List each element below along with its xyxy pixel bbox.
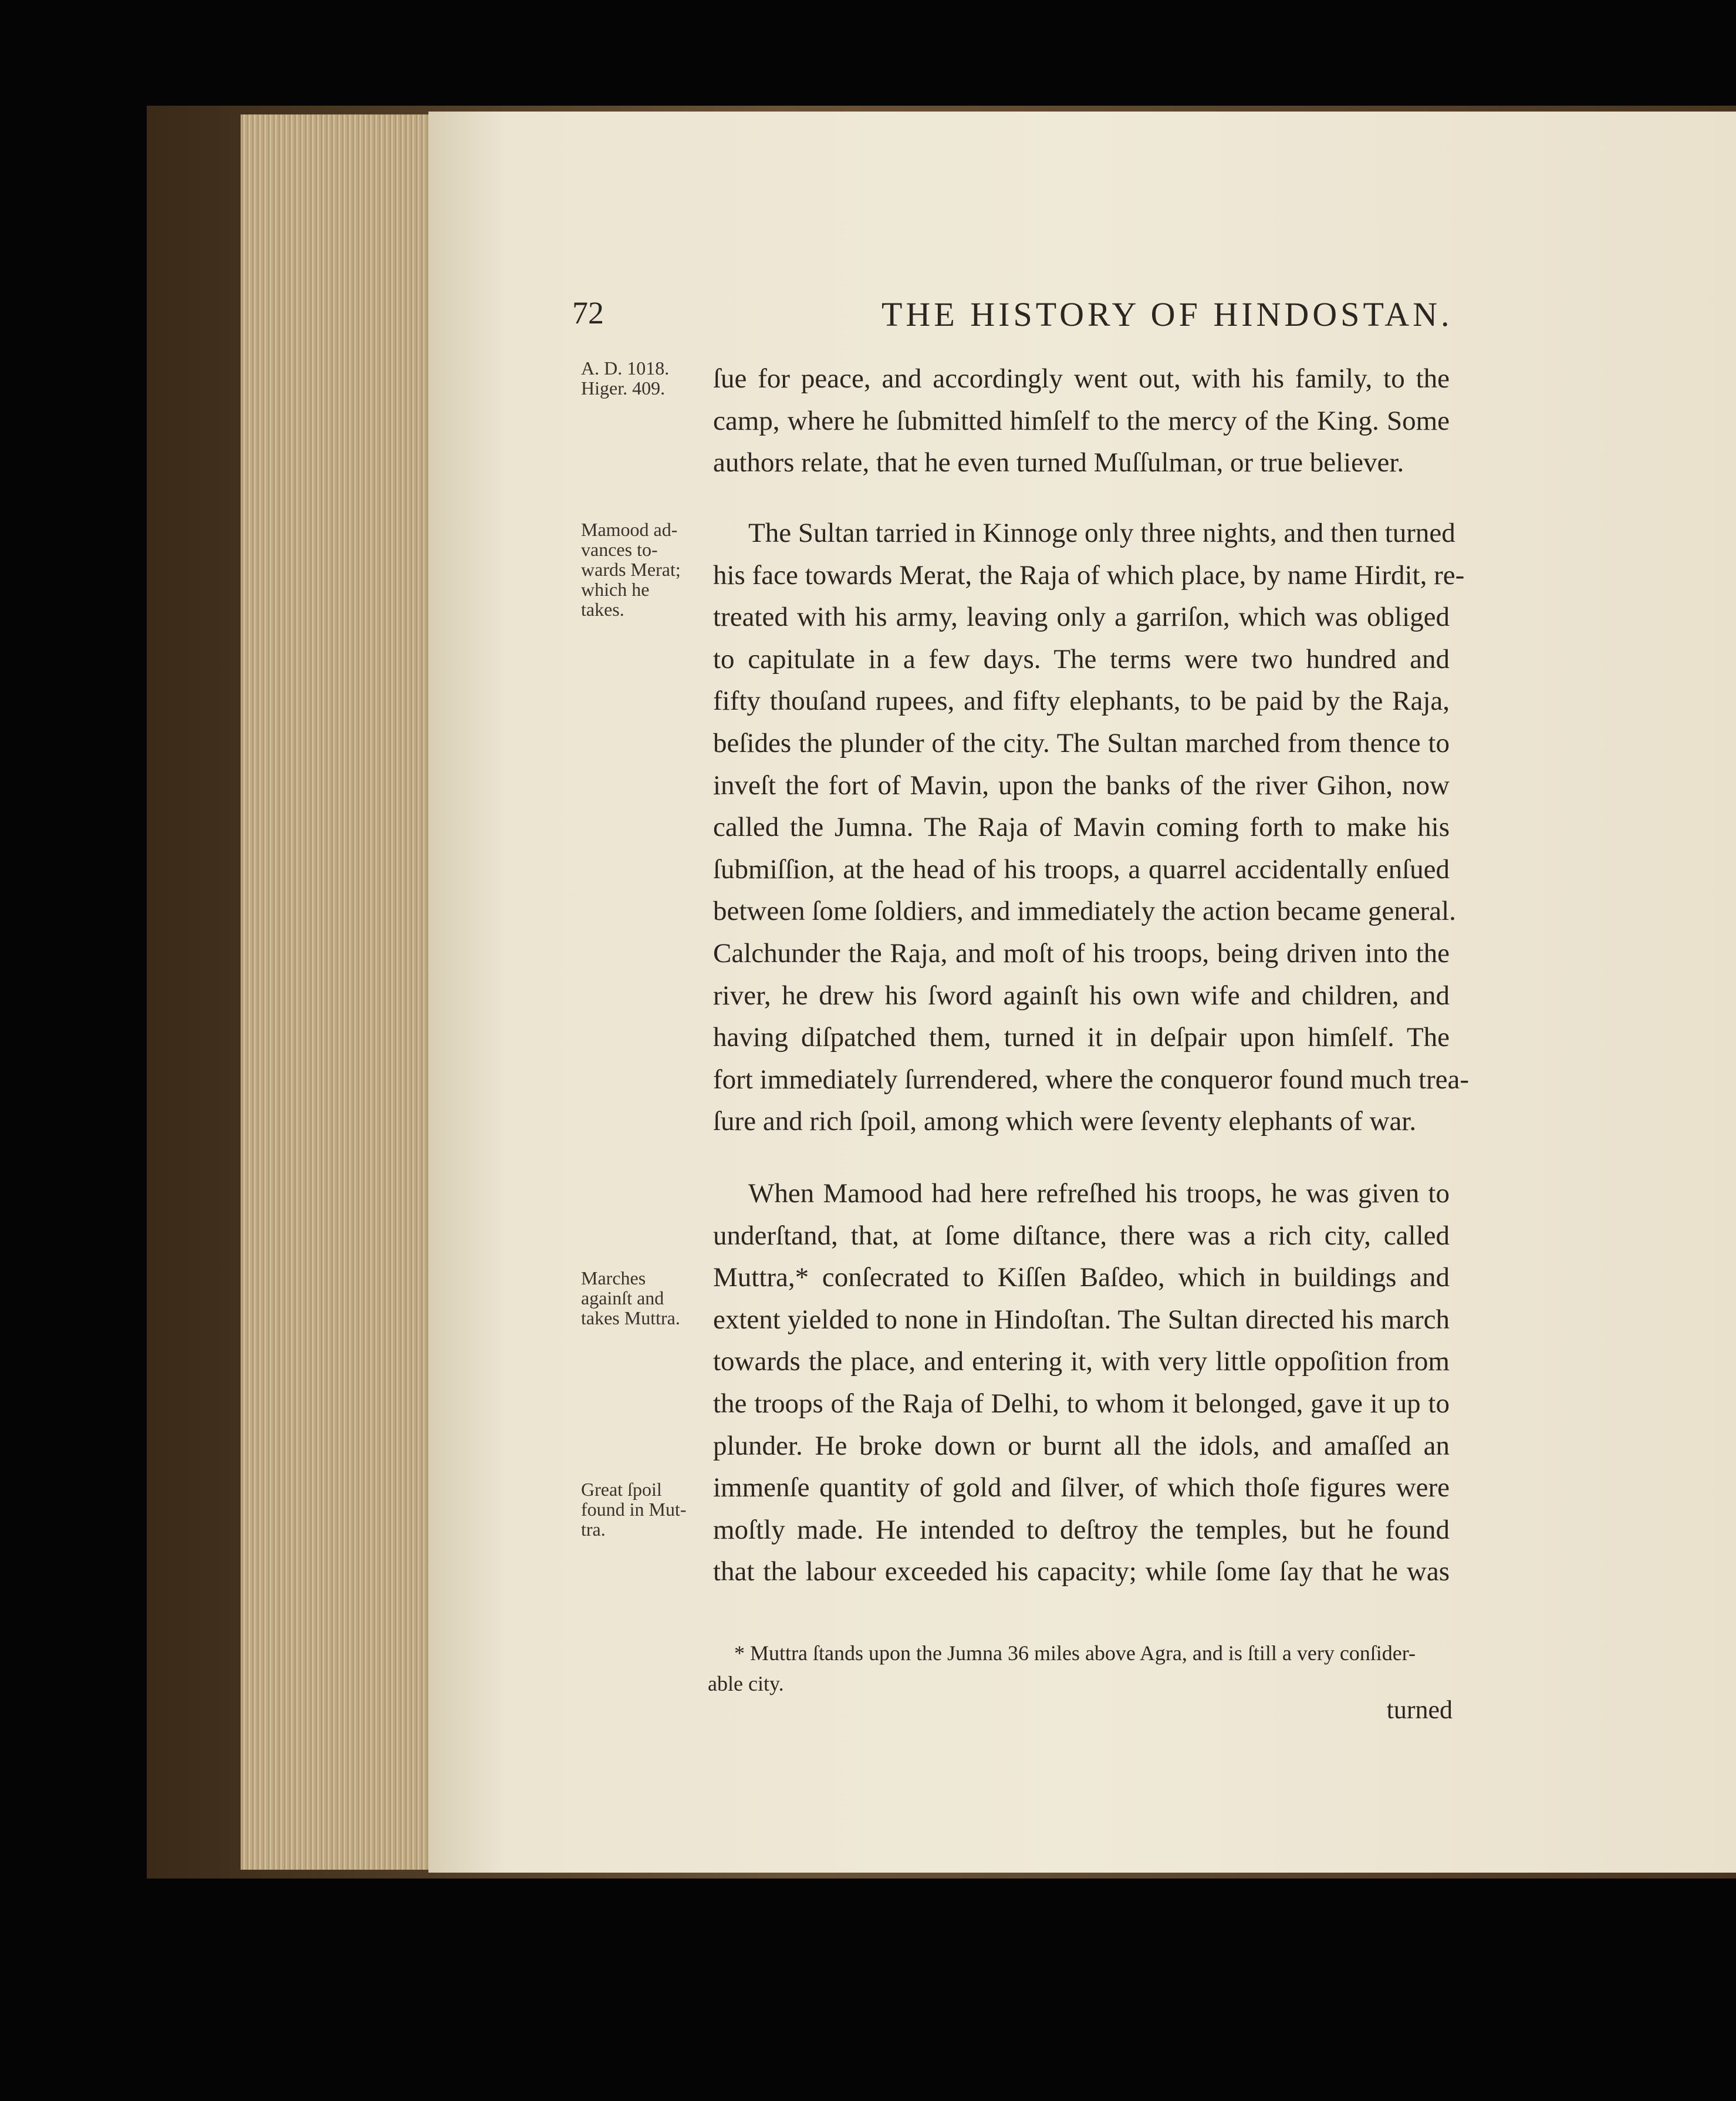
text-line: authors relate, that he even turned Muſſulman, or true believer. <box>713 447 1404 478</box>
text-line: underſtand, that, at ſome diſtance, there was a rich city, called <box>713 1220 1450 1251</box>
running-title: THE HISTORY OF HINDOSTAN. <box>881 295 1453 333</box>
text-line: inveſt the fort of Mavin, upon the banks of the river Gihon, now <box>713 770 1450 801</box>
margin-note-line: takes. <box>581 599 624 620</box>
margin-note-line: tra. <box>581 1519 606 1540</box>
text-line: moſtly made. He intended to deſtroy the temples, but he found <box>713 1514 1450 1545</box>
margin-note-line: takes Muttra. <box>581 1307 680 1328</box>
page-edges <box>241 114 428 1870</box>
text-line: beſides the plunder of the city. The Sultan marched from thence to <box>713 727 1450 758</box>
margin-note-date <box>581 358 722 398</box>
page-number: 72 <box>572 295 604 331</box>
margin-note-merat <box>581 520 722 619</box>
text-line: between ſome ſoldiers, and immediately the action became general. <box>713 896 1456 927</box>
margin-note-spoil <box>581 1479 722 1539</box>
margin-note-muttra <box>581 1268 722 1328</box>
text-line: having diſpatched them, turned it in deſpair upon himſelf. The <box>713 1022 1450 1053</box>
margin-note-line: Great ſpoil <box>581 1479 662 1500</box>
margin-note-line: wards Merat; <box>581 559 681 580</box>
paragraph-2 <box>713 512 1470 1143</box>
paragraph-3 <box>713 1173 1450 1593</box>
text-line: immenſe quantity of gold and ſilver, of which thoſe figures were <box>713 1472 1450 1503</box>
text-line: fort immediately ſurrendered, where the conqueror found much trea- <box>713 1064 1470 1095</box>
margin-note-line: againſt and <box>581 1287 664 1309</box>
text-line: that the labour exceeded his capacity; while ſome ſay that he was <box>713 1556 1450 1587</box>
catchword: turned <box>1386 1695 1453 1724</box>
text-line: ſure and rich ſpoil, among which were ſeventy elephants of war. <box>713 1106 1417 1137</box>
margin-note-line: Mamood ad- <box>581 519 678 540</box>
footnote <box>708 1638 1454 1699</box>
text-line: extent yielded to none in Hindoſtan. The Sultan directed his march <box>713 1304 1450 1335</box>
margin-note-line: which he <box>581 579 650 600</box>
text-line: ſubmiſſion, at the head of his troops, a quarrel accidentally enſued <box>713 854 1450 885</box>
text-line: fifty thouſand rupees, and fifty elephants, to be paid by the Raja, <box>713 686 1450 717</box>
footnote-line: able city. <box>708 1672 784 1695</box>
paragraph-1 <box>713 358 1450 484</box>
text-line: Muttra,* conſecrated to Kiſſen Baſdeo, which in buildings and <box>713 1262 1450 1293</box>
book-page <box>428 112 1736 1873</box>
margin-note-line: Marches <box>581 1267 646 1289</box>
text-line: towards the place, and entering it, with very little oppoſition from <box>713 1346 1450 1377</box>
text-line: When Mamood had here refreſhed his troops, he was given to <box>748 1178 1450 1209</box>
margin-note-line: Higer. 409. <box>581 377 666 399</box>
margin-note-line: vances to- <box>581 539 658 560</box>
text-line: the troops of the Raja of Delhi, to whom it belonged, gave it up to <box>713 1388 1450 1419</box>
margin-note-line: A. D. 1018. <box>581 358 670 379</box>
text-line: ſue for peace, and accordingly went out, with his family, to the <box>713 363 1450 394</box>
text-line: river, he drew his ſword againſt his own wife and children, and <box>713 980 1450 1011</box>
margin-note-line: found in Mut- <box>581 1499 687 1520</box>
text-line: plunder. He broke down or burnt all the idols, and amaſſed an <box>713 1430 1450 1461</box>
text-line: called the Jumna. The Raja of Mavin coming forth to make his <box>713 812 1450 843</box>
text-line: to capitulate in a few days. The terms were two hundred and <box>713 643 1450 675</box>
footnote-line: * Muttra ſtands upon the Jumna 36 miles above Agra, and is ſtill a very conſider- <box>734 1641 1416 1665</box>
text-line: treated with his army, leaving only a garriſon, which was obliged <box>713 602 1450 633</box>
text-line: camp, where he ſubmitted himſelf to the mercy of the King. Some <box>713 405 1450 436</box>
text-line: Calchunder the Raja, and moſt of his troops, being driven into the <box>713 937 1450 969</box>
text-line: The Sultan tarried in Kinnoge only three nights, and then turned <box>748 518 1455 548</box>
text-line: his face towards Merat, the Raja of which place, by name Hirdit, re- <box>713 559 1465 591</box>
